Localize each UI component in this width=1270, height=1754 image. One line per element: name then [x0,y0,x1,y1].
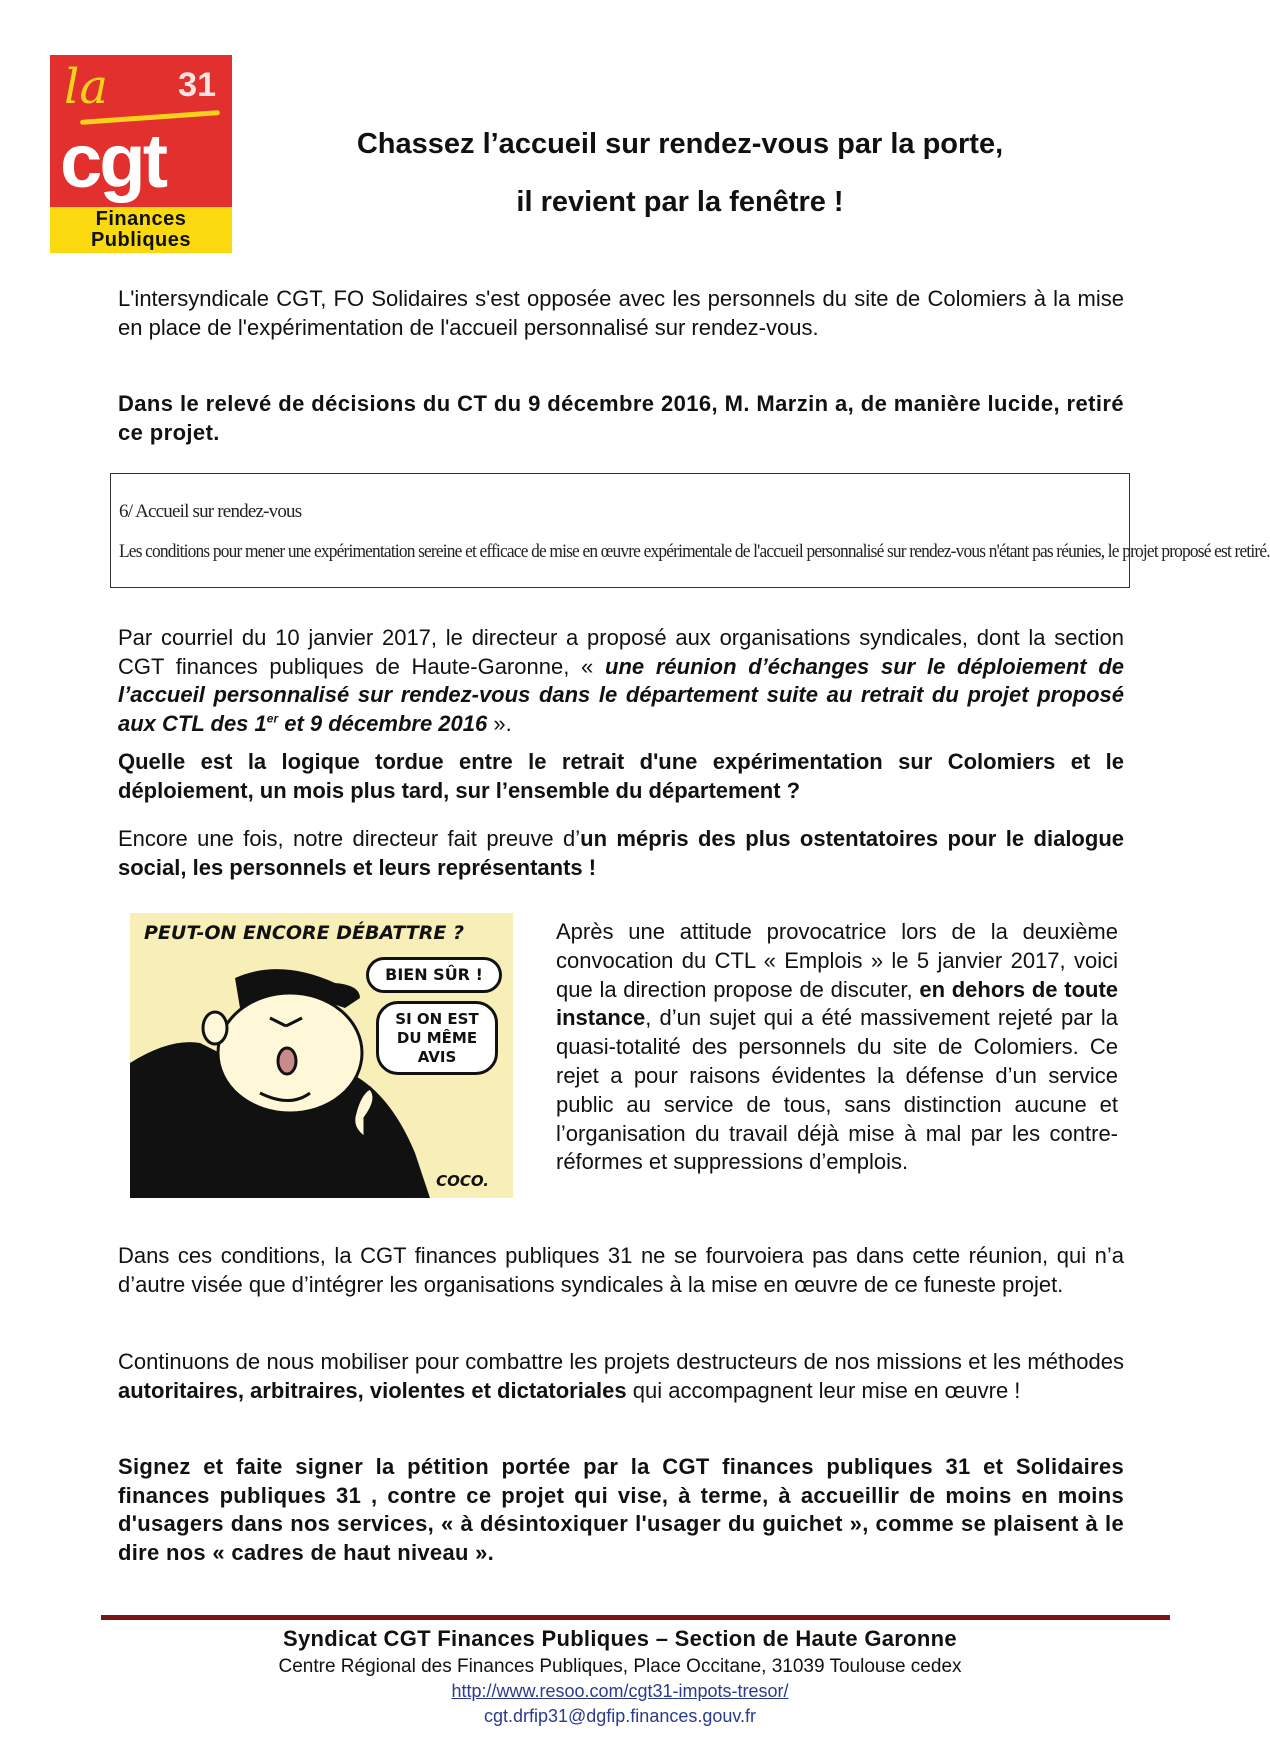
contempt-text: Encore une fois, notre directeur fait preuve d’ [118,826,581,851]
excerpt-heading: 6/ Accueil sur rendez-vous [119,501,302,522]
footer-address: Centre Régional des Finances Publiques, Place Occitane, 31039 Toulouse cedex [278,1656,962,1677]
cartoon-signature: COCO. [436,1172,489,1190]
mobilise-text-a: Continuons de nous mobiliser pour combattre les projets destructeurs de nos missions et les méthodes [118,1349,1124,1374]
email-paragraph-text: Par courriel du 10 janvier 2017, le directeur a proposé aux organisations syndicales, dont la section CGT finances publiques de Haute-Garonne, « [118,625,1124,679]
conditions-paragraph: Dans ces conditions, la CGT finances publiques 31 ne se fourvoiera pas dans cette réunion, qui n’a d’autre visée que d’intégrer les organisations syndicales à la mise en œuvre de ce funeste projet. [118,1243,1124,1297]
cartoon-caption: PEUT-ON ENCORE DÉBATTRE ? [144,922,464,944]
page-title [250,115,1110,231]
speech-bubble-2: SI ON EST DU MÊME AVIS [376,1001,498,1075]
mobilise-text-b: qui accompagnent leur mise en œuvre ! [626,1377,1021,1403]
mobilise-paragraph [118,1348,1124,1405]
footer-email[interactable]: cgt.drfip31@dgfip.finances.gouv.fr [483,1706,757,1726]
email-paragraph [118,624,1124,738]
excerpt-text: Les conditions pour mener une expérimentation sereine et efficace de mise en œuvre expérimentale de l'accueil personnalisé sur rendez-vous n'étant pas réunies, le projet proposé est retiré. [119,541,1270,562]
title-line-2: il revient par la fenêtre ! [516,186,844,218]
side-paragraph [556,918,1118,1177]
footer-rule [101,1615,1170,1620]
contempt-bold: un mépris des plus ostentatoires pour le dialogue social, les personnels et leurs représentants ! [118,826,1124,880]
contempt-paragraph [118,825,1124,882]
email-quote-end: et 9 décembre 2016 [278,710,488,736]
logo-number: 31 [178,66,216,104]
logic-question-paragraph: Quelle est la logique tordue entre le retrait d'une expérimentation sur Colomiers et le déploiement, un mois plus tard, sur l’ensemble du département ? [118,749,1124,803]
petition-paragraph: Signez et faite signer la pétition portée par la CGT finances publiques 31 et Solidaires finances publiques 31 , contre ce projet qui vise, à terme, à accueillir de moins en moins d'usagers dans nos services, « à désintoxiquer l'usager du guichet », comme se plaisent à le dire nos « cadres de haut niveau ». [118,1454,1124,1565]
email-quote-text: une réunion d’échanges sur le déploiement de l’accueil personnalisé sur rendez-vous dans le département suite au retrait du projet proposé aux CTL des 1 [118,653,1125,736]
cartoon-image [130,913,513,1198]
logo-publiques: Publiques [90,229,192,251]
decision-paragraph: Dans le relevé de décisions du CT du 9 décembre 2016, M. Marzin a, de manière lucide, retiré ce projet. [118,391,1124,445]
side-bold: en dehors de toute instance [556,976,1119,1031]
title-line-1: Chassez l’accueil sur rendez-vous par la porte, [356,128,1004,160]
superscript-er: er [266,711,279,726]
email-quote-close: ». [487,710,512,736]
mobilise-bold: autoritaires, arbitraires, violentes et dictatoriales [118,1377,627,1403]
cartoon-mouth [278,1048,296,1074]
logo-cgt-text: cgt [60,119,165,204]
logo-yellow-band [50,207,232,253]
decision-excerpt-box [110,473,1270,588]
speech-bubble-1: BIEN SÛR ! [366,957,502,993]
logo-la-script: la [64,59,108,115]
intro-paragraph: L'intersyndicale CGT, FO Solidaires s'est opposée avec les personnels du site de Colomiers à la mise en place de l'expérimentation de l'accueil personnalisé sur rendez-vous. [118,286,1124,340]
cgt-logo [50,55,232,253]
side-text-a: Après une attitude provocatrice lors de la deuxième convocation du CTL « Emplois » le 5 janvier 2017, voici que la direction propose de discuter, [556,919,1118,1002]
side-text-b: , d’un sujet qui a été massivement rejeté par la quasi-totalité des personnels du site de Colomiers. Ce rejet a pour raisons évidentes la défense d’un service public au service de tous, sans distinction aucune et l’organisation du travail déjà mise à mal par les contre-réformes et suppressions d’emplois. [556,1005,1118,1175]
logo-finances: Finances [95,208,187,230]
footer [0,1624,1240,1729]
logo-red-block [50,55,232,207]
cartoon-ear [203,1012,227,1044]
footer-website-link[interactable]: http://www.resoo.com/cgt31-impots-tresor/ [451,1681,789,1701]
footer-title: Syndicat CGT Finances Publiques – Section de Haute Garonne [283,1626,957,1651]
